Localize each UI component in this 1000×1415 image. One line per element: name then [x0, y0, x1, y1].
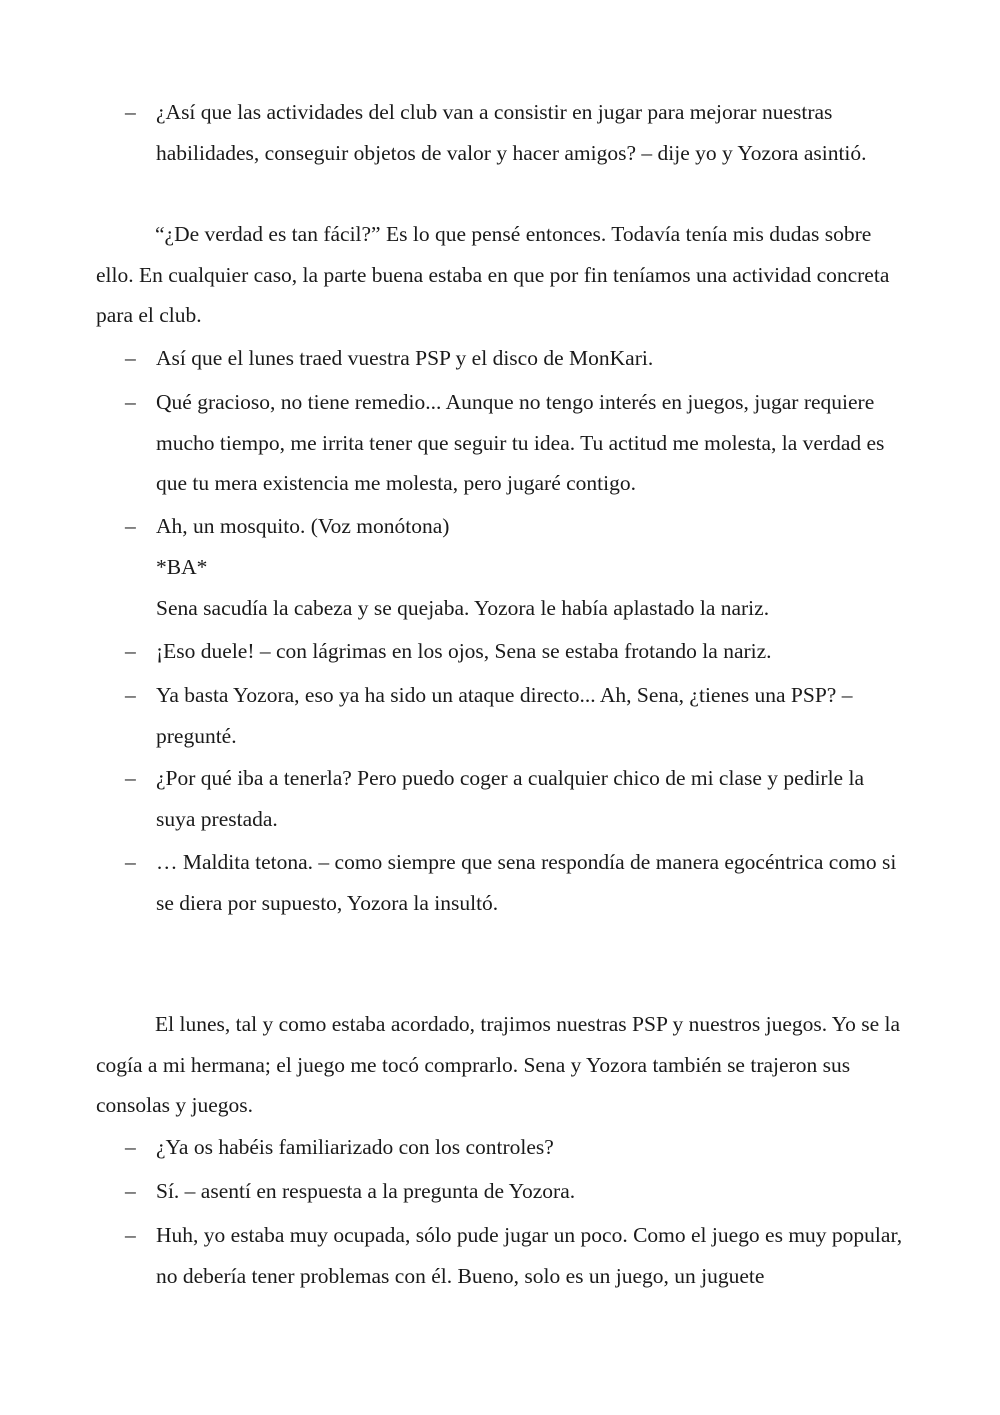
dialogue-dash: – [125, 1135, 136, 1159]
dialogue-dash: – [125, 346, 136, 370]
dialogue-line: Ya basta Yozora, eso ya ha sido un ataque directo... Ah, Sena, ¿tienes una PSP? – pregunté. [156, 683, 853, 748]
dialogue-line: Así que el lunes traed vuestra PSP y el disco de MonKari. [156, 346, 654, 370]
dialogue-line: Ah, un mosquito. (Voz monótona) [156, 514, 450, 538]
dialogue-dash: – [125, 100, 136, 124]
dialogue-line: ¿Así que las actividades del club van a consistir en jugar para mejorar nuestras habilidades, conseguir objetos de valor y hacer amigos? – dije yo y Yozora asintió. [156, 100, 867, 165]
dialogue-dash: – [125, 1223, 136, 1247]
narrative-line: Sena sacudía la cabeza y se quejaba. Yozora le había aplastado la nariz. [156, 596, 770, 620]
dialogue-dash: – [125, 1179, 136, 1203]
dialogue-line: … Maldita tetona. – como siempre que sena respondía de manera egocéntrica como si se diera por supuesto, Yozora la insultó. [156, 850, 897, 915]
dialogue-line: Qué gracioso, no tiene remedio... Aunque no tengo interés en juegos, jugar requiere mucho tiempo, me irrita tener que seguir tu idea. Tu actitud me molesta, la verdad es que tu mera existencia me molesta, pero jugaré contigo. [156, 390, 885, 496]
dialogue-dash: – [125, 514, 136, 538]
dialogue-line: Sí. – asentí en respuesta a la pregunta de Yozora. [156, 1179, 576, 1203]
dialogue-dash: – [125, 390, 136, 414]
narrative-paragraph: El lunes, tal y como estaba acordado, trajimos nuestras PSP y nuestros juegos. Yo se la cogía a mi hermana; el juego me tocó comprarlo. Sena y Yozora también se trajeron sus consolas y juegos. [96, 1012, 901, 1118]
dialogue-line: Huh, yo estaba muy ocupada, sólo pude jugar un poco. Como el juego es muy popular, no debería tener problemas con él. Bueno, solo es un juego, un juguete [156, 1223, 903, 1288]
dialogue-dash: – [125, 766, 136, 790]
dialogue-line: ¡Eso duele! – con lágrimas en los ojos, Sena se estaba frotando la nariz. [156, 639, 772, 663]
dialogue-line: ¿Ya os habéis familiarizado con los controles? [156, 1135, 554, 1159]
dialogue-line: ¿Por qué iba a tenerla? Pero puedo coger a cualquier chico de mi clase y pedirle la suya prestada. [156, 766, 864, 831]
dialogue-dash: – [125, 683, 136, 707]
narrative-paragraph: “¿De verdad es tan fácil?” Es lo que pensé entonces. Todavía tenía mis dudas sobre ello. En cualquier caso, la parte buena estaba en que por fin teníamos una actividad concreta para el club. [96, 222, 890, 328]
dialogue-dash: – [125, 639, 136, 663]
dialogue-dash: – [125, 850, 136, 874]
sound-effect-line: *BA* [156, 555, 208, 579]
